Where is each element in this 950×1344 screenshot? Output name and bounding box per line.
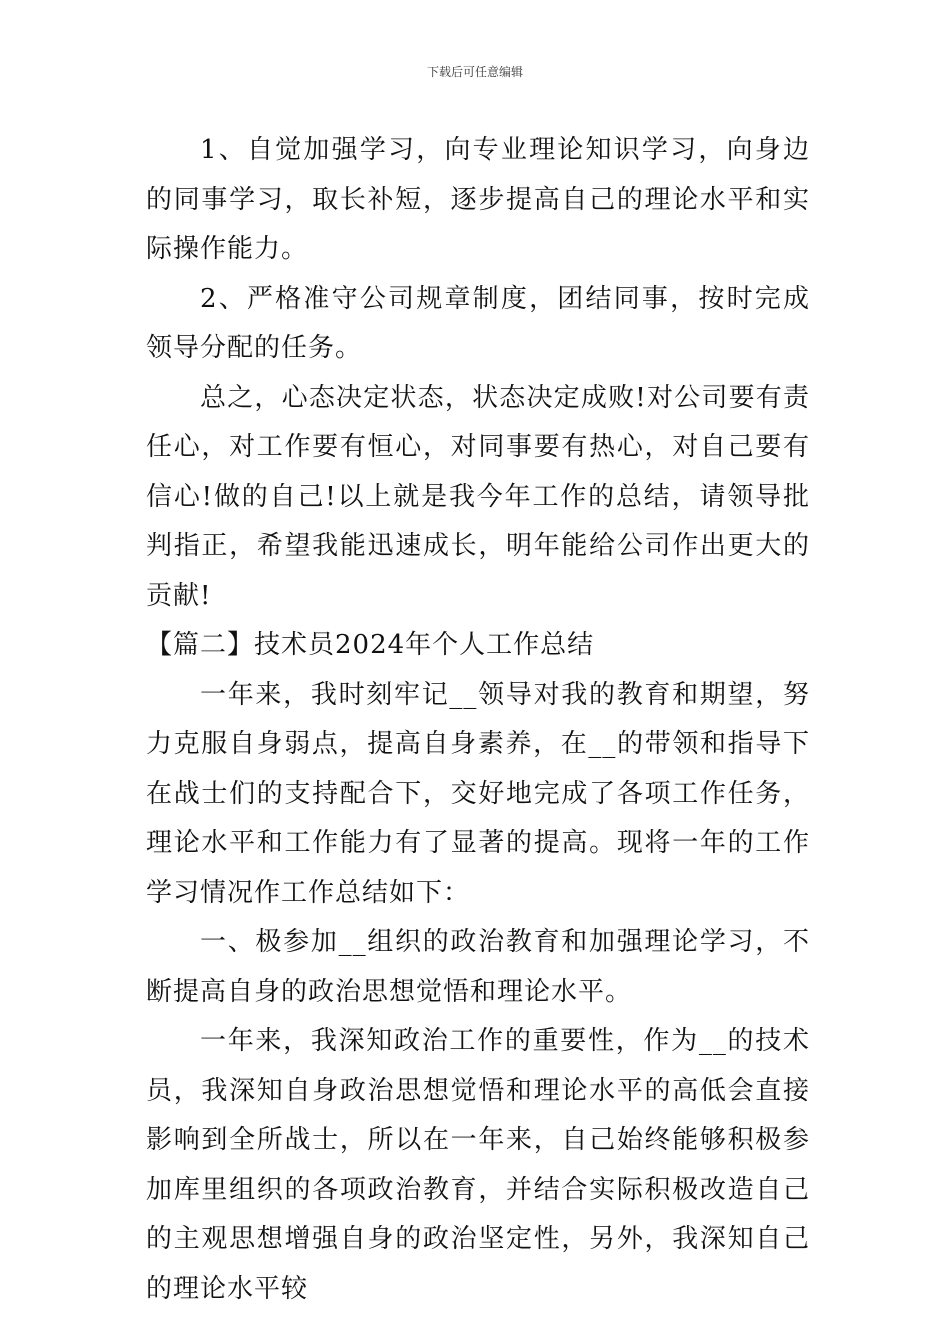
paragraph-point-1: 一、极参加__组织的政治教育和加强理论学习，不断提高自身的政治思想觉悟和理论水平。 [146, 927, 810, 1007]
paragraph-summary: 总之，心态决定状态，状态决定成败!对公司要有责任心，对工作要有恒心，对同事要有热心，对自己要有信心!做的自己!以上就是我今年工作的总结，请领导批判指正，希望我能迅速成长，明年能给公司作出更大的贡献! [146, 382, 810, 611]
paragraph-item-1: 1、自觉加强学习，向专业理论知识学习，向身边的同事学习，取长补短，逐步提高自己的理论水平和实际操作能力。 [146, 135, 810, 264]
section-heading: 【篇二】技术员2024年个人工作总结 [146, 630, 595, 660]
paragraph-item-2: 2、严格准守公司规章制度，团结同事，按时完成领导分配的任务。 [146, 283, 810, 363]
document-body [146, 126, 810, 1314]
paragraph-political-work: 一年来，我深知政治工作的重要性，作为__的技术员，我深知自身政治思想觉悟和理论水平的高低会直接影响到全所战士，所以在一年来，自己始终能够积极参加库里组织的各项政治教育，并结合实际积极改造自己的主观思想增强自身的政治坚定性，另外，我深知自己的理论水平较 [146, 1026, 810, 1304]
paragraph-intro: 一年来，我时刻牢记__领导对我的教育和期望，努力克服自身弱点，提高自身素养，在__的带领和指导下在战士们的支持配合下，交好地完成了各项工作任务，理论水平和工作能力有了显著的提高。现将一年的工作学习情况作工作总结如下： [146, 679, 810, 908]
page-header-note: 下载后可任意编辑 [426, 65, 523, 79]
